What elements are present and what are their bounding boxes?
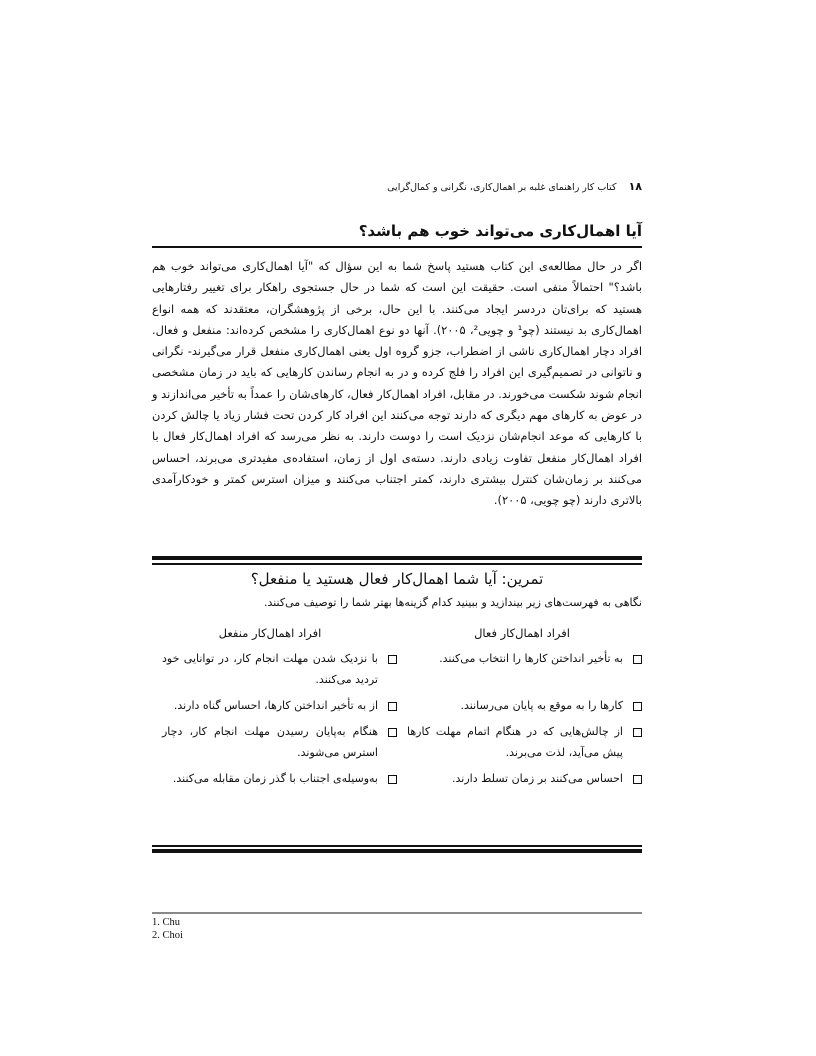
active-item-text: احساس می‌کنند بر زمان تسلط دارند.: [452, 772, 623, 785]
exercise-intro: نگاهی به فهرست‌های زیر بیندازید و ببینید کدام گزینه‌ها بهتر شما را توصیف می‌کنند.: [263, 596, 642, 609]
passive-item: [152, 721, 397, 763]
passive-item-text: از به تأخیر انداختن کارها، احساس گناه دارند.: [173, 699, 378, 712]
footnote: 2. Choi: [152, 930, 183, 941]
exercise-bottom-rule-thin: [152, 845, 642, 847]
passive-item: [152, 768, 397, 789]
exercise-top-rule: [152, 556, 642, 560]
passive-item-text: به‌وسیله‌ی اجتناب با گذر زمان مقابله می‌کنند.: [172, 772, 378, 785]
active-item: [397, 648, 642, 690]
active-item: [397, 695, 642, 716]
checkbox[interactable]: [633, 702, 642, 711]
exercise-top-rule-thin: [152, 563, 642, 565]
exercise-checklist: [152, 648, 642, 794]
footnote-divider: [152, 912, 642, 914]
active-item: [397, 721, 642, 763]
passive-column-header: افراد اهمال‌کار منفعل: [218, 626, 322, 640]
exercise-bottom-rule: [152, 849, 642, 853]
page-number: ۱۸: [628, 180, 642, 193]
active-item-text: کارها را به موقع به پایان می‌رسانند.: [460, 699, 623, 712]
checklist-row: [152, 695, 642, 716]
active-item: [397, 768, 642, 789]
passive-item-text: هنگام به‌پایان رسیدن مهلت انجام کار، دچار استرس می‌شوند.: [162, 725, 378, 759]
body-paragraph: اگر در حال مطالعه‌ی این کتاب هستید پاسخ شما به این سؤال که "آیا اهمال‌کاری می‌تواند خوب هم باشد؟" احتمالاً منفی است. حقیقت این است که شما در حال جستجوی راهکار برای تغییر رفتارهایی هستید که برای‌تان دردسر ایجاد می‌کنند. با این حال، برخی از پژوهشگران، معتقدند که همه انواع اهمال‌کاری بد نیستند (چو¹ و چویی²، ۲۰۰۵). آنها دو نوع اهمال‌کاری را مشخص کرده‌اند: منفعل و فعال. افراد دچار اهمال‌کاری ناشی از اضطراب، جزو گروه اول یعنی اهمال‌کاری منفعل قرار می‌گیرند- نگرانی و ناتوانی در تصمیم‌گیری این افراد را فلج کرده و در به انجام رساندن کارهایی که باید در زمان مشخصی انجام شوند شکست می‌خورند. در مقابل، افراد اهمال‌کار فعال، کارهای‌شان را عمداً به تأخیر می‌اندازند و در عوض به کارهای مهم دیگری که دارند توجه می‌کنند این افراد کار کردن تحت فشار زیاد یا چالش کردن با کارهایی که موعد انجام‌شان نزدیک است را دوست دارند. به نظر می‌رسد که افراد اهمال‌کار فعال با افراد اهمال‌کار منفعل تفاوت زیادی دارند. دسته‌ی اول از زمان، استفاده‌ی مفیدتری می‌برند، احساس می‌کنند بر زمان‌شان کنترل بیشتری دارند، کمتر اجتناب می‌کنند و میزان استرس کمتر و خودکارآمدی بالاتری دارند (چو چویی، ۲۰۰۵).: [152, 259, 642, 508]
footnote: 1. Chu: [152, 917, 181, 928]
checkbox[interactable]: [633, 728, 642, 737]
passive-item: [152, 695, 397, 716]
passive-item-text: با نزدیک شدن مهلت انجام کار، در توانایی خود تردید می‌کنند.: [162, 652, 378, 686]
book-title: کتاب کار راهنمای غلبه بر اهمال‌کاری، نگرانی و کمال‌گرایی: [387, 182, 617, 193]
checkbox[interactable]: [633, 775, 642, 784]
passive-item: [152, 648, 397, 690]
checkbox[interactable]: [388, 775, 397, 784]
title-divider: [152, 246, 642, 248]
exercise-title: تمرین: آیا شما اهمال‌کار فعال هستید یا منفعل؟: [250, 570, 544, 588]
active-item-text: به تأخیر انداختن کارها را انتخاب می‌کنند.: [439, 652, 623, 665]
checklist-row: [152, 648, 642, 690]
body-paragraph-block: [152, 256, 642, 512]
checkbox[interactable]: [388, 655, 397, 664]
checkbox[interactable]: [633, 655, 642, 664]
active-column-header: افراد اهمال‌کار فعال: [474, 626, 570, 640]
checkbox[interactable]: [388, 702, 397, 711]
section-title: آیا اهمال‌کاری می‌تواند خوب هم باشد؟: [358, 222, 642, 240]
checklist-row: [152, 768, 642, 789]
active-item-text: از چالش‌هایی که در هنگام اتمام مهلت کارها پیش می‌آید، لذت می‌برند.: [407, 725, 623, 759]
footnotes: [152, 916, 183, 942]
checklist-row: [152, 721, 642, 763]
checkbox[interactable]: [388, 728, 397, 737]
running-header: [387, 180, 642, 193]
